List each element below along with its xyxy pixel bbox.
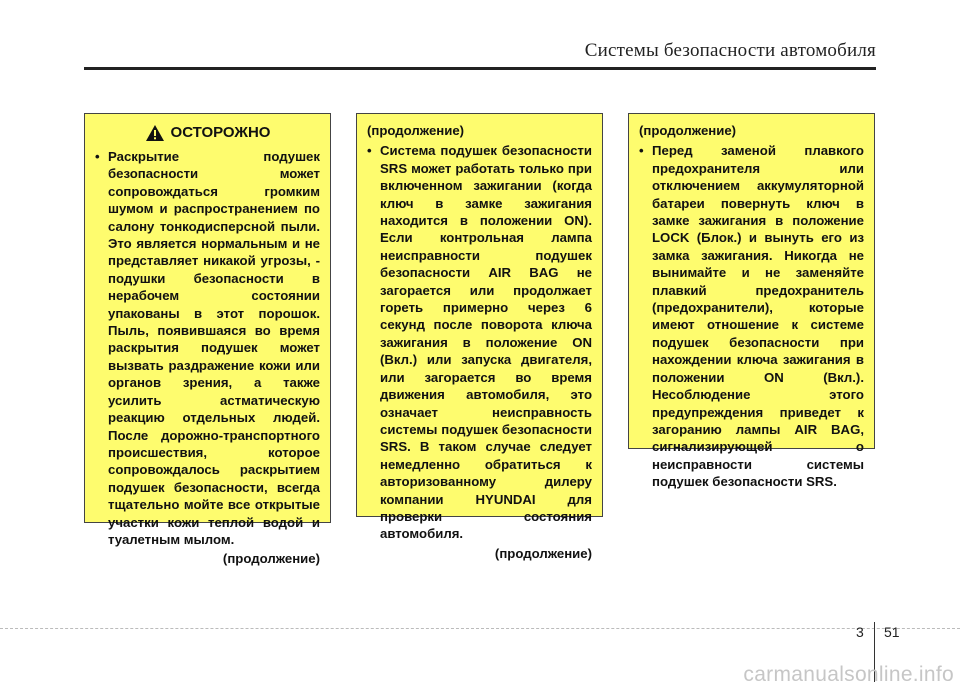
- continuation-box-3: [628, 113, 875, 490]
- warning-triangle-icon: [145, 124, 165, 142]
- section-number: 3: [856, 624, 864, 640]
- continuation-box-2: [356, 113, 603, 561]
- warning-text: Система подушек безопасности SRS может работать только при включенном зажигании (когда ключ в замке зажигания находится в положении ON). Если контрольная лампа неисправности подушек безопасности AIR BAG не загорается или продолжает гореть примерно через 6 секунд после поворота ключа зажигания в положение ON (Вкл.) или запуска двигателя, или загорается во время движения автомобиля, это означает неисправность системы подушек безопасности SRS. В таком случае следует немедленно обратиться к авторизованному дилеру компании HYUNDAI для проверки состояния автомобиля.: [380, 143, 592, 542]
- continued-label: (продолжение): [222, 551, 320, 567]
- warning-item: [367, 142, 592, 542]
- warning-text: Перед заменой плавкого предохранителя или отключением аккумуляторной батареи повернуть ключ в замке зажигания в положение LOCK (Блок.) и вынуть его из замка зажигания. Никогда не вынимайте и не заменяйте плавкий предохранитель (предохранители), которые имеют отношение к системе подушек безопасности при нахождении ключа зажигания в положении ON (Вкл.). Несоблюдение этого предупреждения приведет к загоранию лампы AIR BAG, сигнализирующей о неисправности системы подушек безопасности SRS.: [652, 143, 864, 490]
- warning-text: Раскрытие подушек безопасности может сопровождаться громким шумом и распространением по салону тонкодисперсной пыли. Это является нормальным и не представляет никакой угрозы, - подушки безопасности в нерабочем состоянии упакованы в этот порошок. Пыль, появившаяся во время раскрытия подушек может вызвать раздражение кожи или органов зрения, а также усилить астматическую реакцию отдельных людей. После дорожно-транспортного происшествия, которое сопровождалось раскрытием подушек безопасности, всегда тщательно мойте все открытые участки кожи теплой водой и туалетным мылом.: [108, 149, 320, 547]
- footer-dashed-rule: [0, 628, 960, 629]
- warning-title: ОСТОРОЖНО: [170, 124, 271, 142]
- warning-heading: [95, 124, 320, 142]
- bullet: •: [367, 143, 372, 159]
- continued-label: (продолжение): [494, 545, 592, 561]
- warning-item: [95, 148, 320, 548]
- bullet: •: [95, 149, 100, 164]
- warning-item: [639, 142, 864, 490]
- bullet: •: [639, 143, 644, 159]
- header-rule: [84, 67, 876, 70]
- continued-heading: (продолжение): [639, 123, 737, 138]
- warning-box: [84, 113, 331, 567]
- section-title: Системы безопасности автомобиля: [584, 40, 876, 61]
- page-number: 51: [884, 624, 900, 640]
- watermark: carmanualsonline.info: [743, 663, 954, 686]
- continued-heading: (продолжение): [367, 123, 465, 138]
